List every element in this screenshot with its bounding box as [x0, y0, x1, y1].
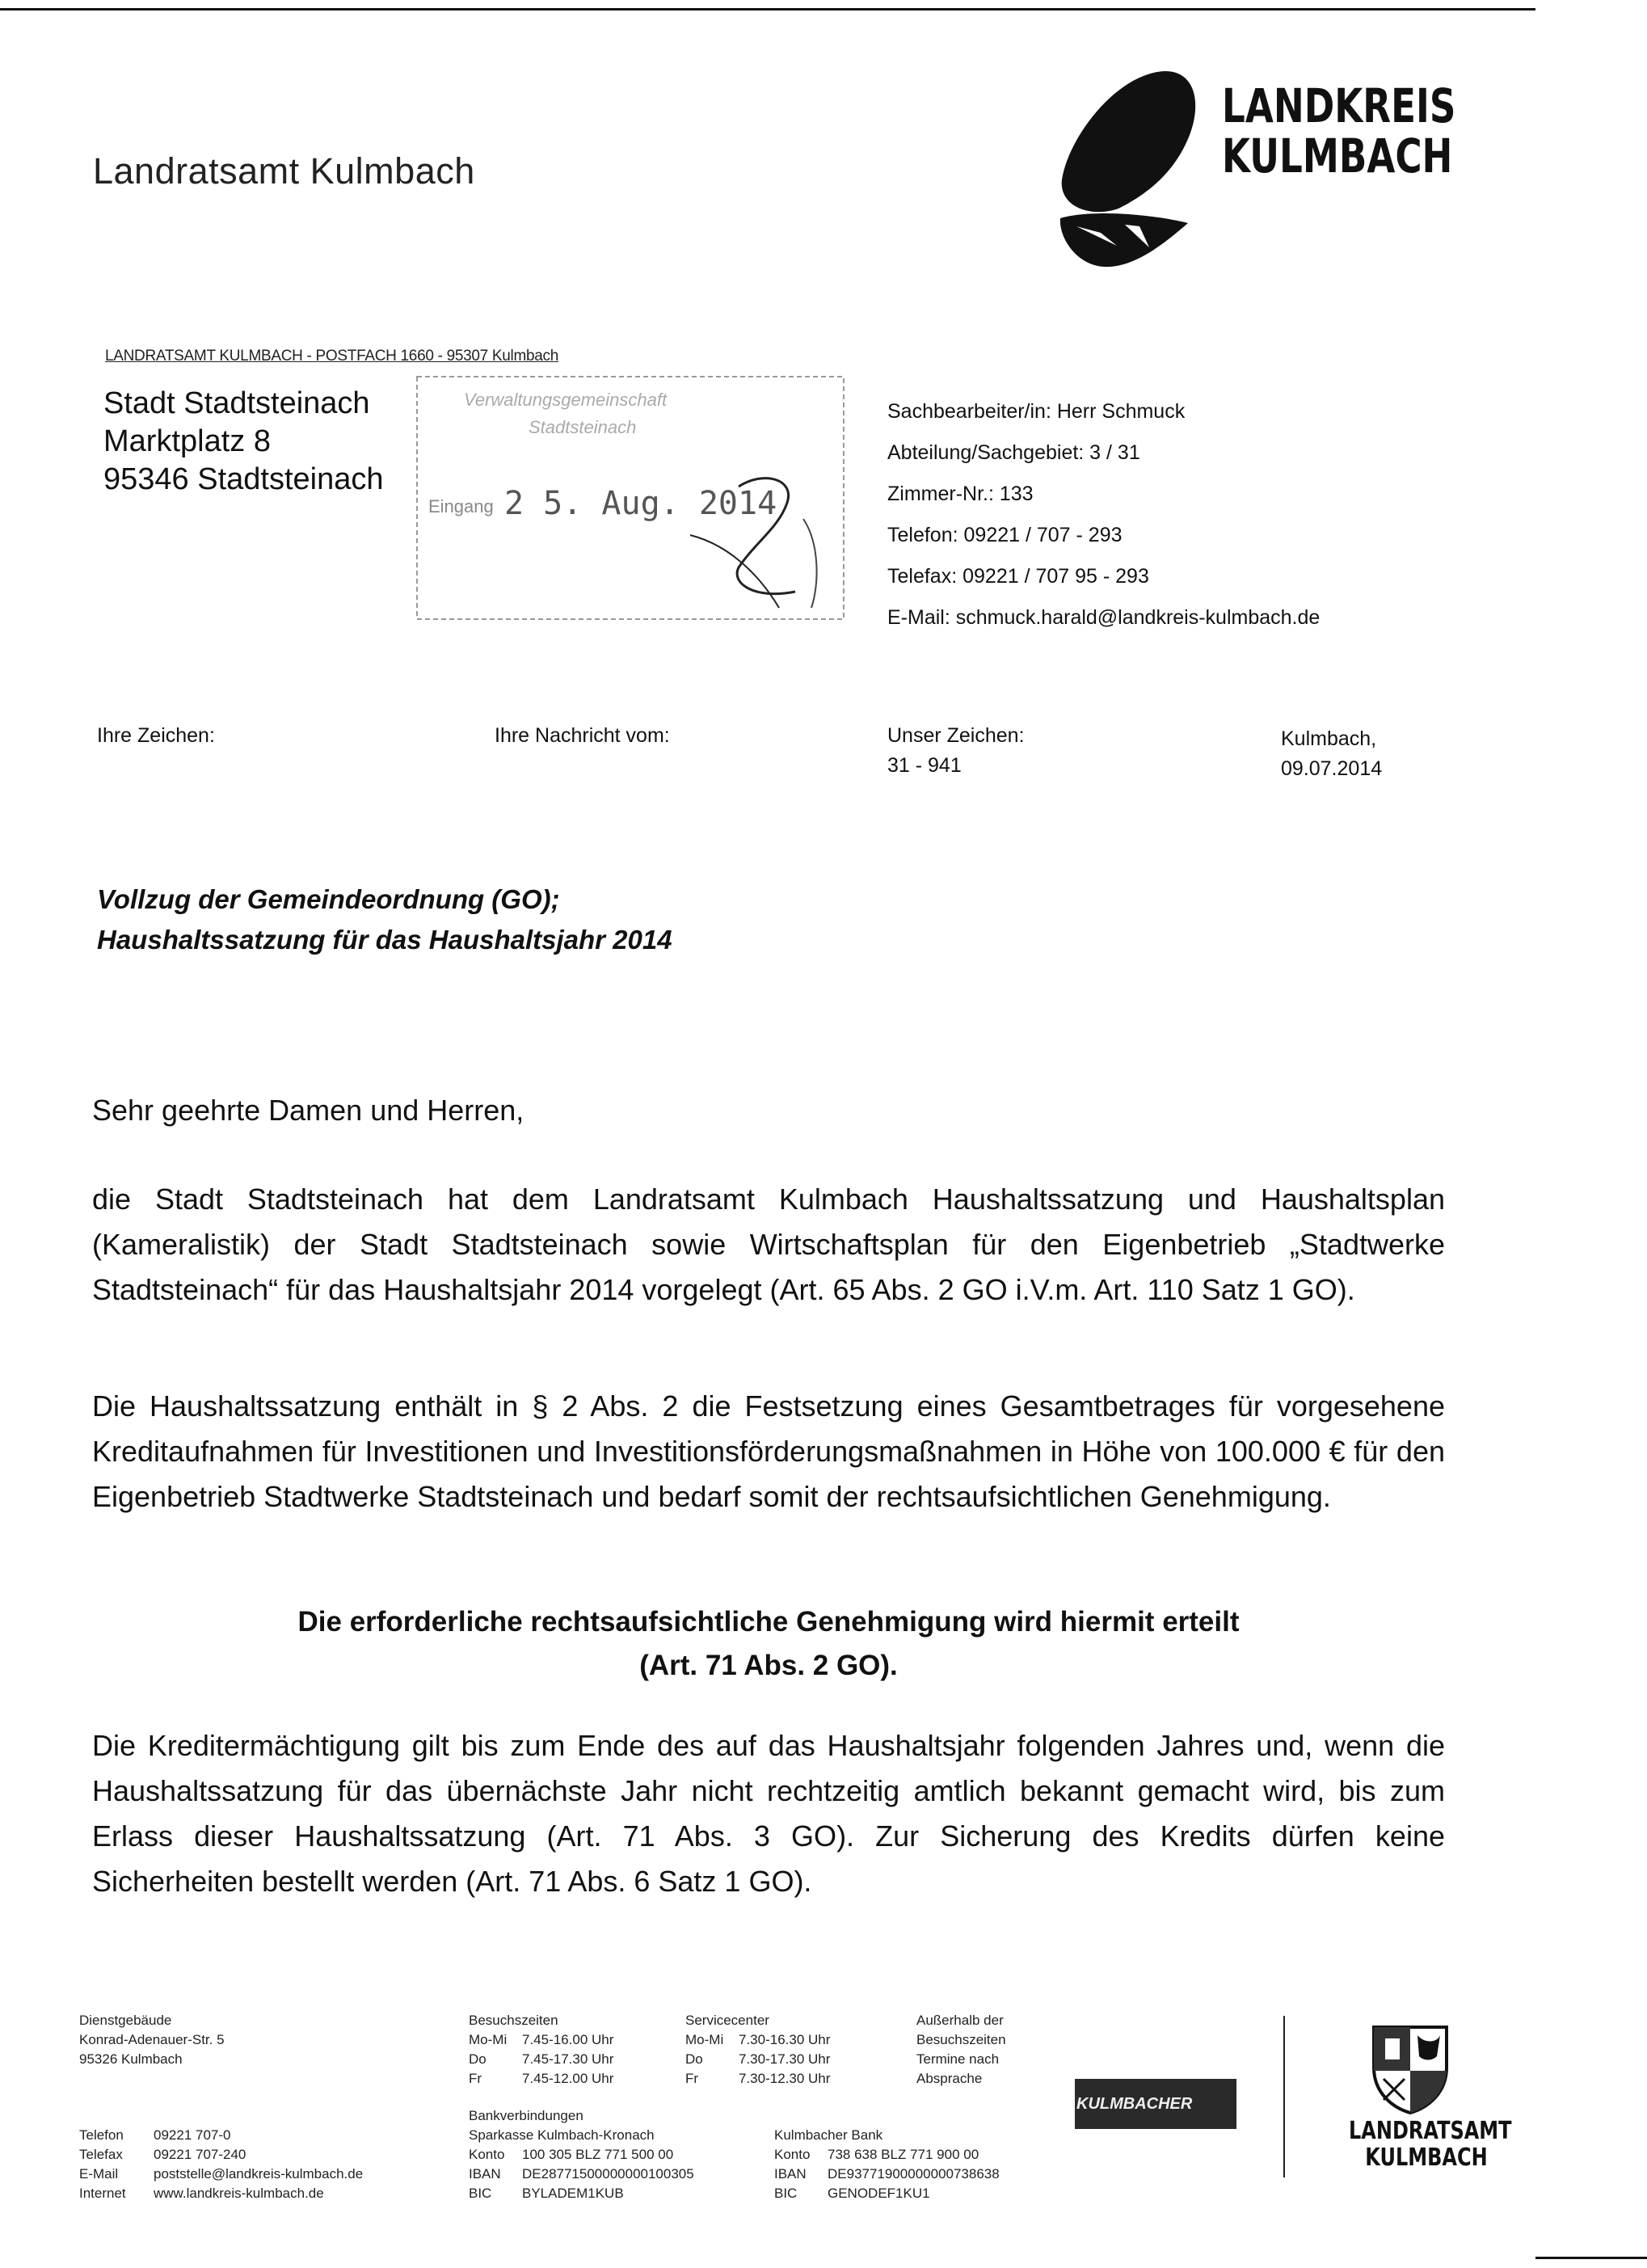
ref-place-date	[1281, 724, 1382, 784]
visiting-time: 7.45-16.00 Uhr	[522, 2032, 614, 2047]
contact-block	[887, 391, 1320, 639]
footer-service-label: Servicecenter	[685, 2013, 769, 2028]
footer-bank-label: Bankverbindungen	[469, 2108, 583, 2123]
contact-room: Zimmer-Nr.: 133	[887, 483, 1034, 505]
recipient-line: 95346 Stadtsteinach	[103, 462, 384, 496]
bank-field-label: IBAN	[469, 2166, 501, 2182]
footer-contact	[79, 2126, 363, 2203]
visiting-time: 7.45-17.30 Uhr	[522, 2051, 614, 2067]
bank-iban: DE28771500000000100305	[522, 2166, 694, 2182]
footer-contact-label: E-Mail	[79, 2166, 119, 2182]
bank-bic: BYLADEM1KUB	[522, 2186, 624, 2201]
landkreis-logo-text	[1222, 78, 1456, 183]
stamp-authority-sub: Stadtsteinach	[529, 417, 637, 437]
bank-field-label: Konto	[469, 2147, 505, 2162]
ref-our-sign-label: Unser Zeichen:	[887, 724, 1025, 747]
footer-contact-label: Telefax	[79, 2147, 123, 2162]
service-time: 7.30-17.30 Uhr	[739, 2051, 831, 2067]
coat-of-arms-icon	[1367, 2019, 1453, 2116]
bank-account: 738 638 BLZ 771 900 00	[828, 2147, 979, 2162]
bank-name: Kulmbacher Bank	[774, 2127, 883, 2143]
footer-service-center	[685, 2011, 830, 2089]
recipient-line: Stadt Stadtsteinach	[103, 386, 370, 420]
outside-line: Besuchszeiten	[916, 2032, 1006, 2047]
footer-bank-kulmbacher	[774, 2126, 1000, 2203]
seal-line-1: LANDRATSAMT	[1349, 2117, 1512, 2145]
ref-your-sign-label: Ihre Zeichen:	[97, 724, 215, 747]
service-day: Mo-Mi	[685, 2032, 724, 2047]
footer-outside-hours	[916, 2011, 1006, 2089]
footer-phone: 09221 707-0	[154, 2127, 231, 2143]
footer-bank-sparkasse	[469, 2126, 694, 2203]
visiting-day: Mo-Mi	[469, 2032, 508, 2047]
stamp-date: 2 5. Aug. 2014	[504, 485, 777, 522]
bank-bic: GENODEF1KU1	[828, 2186, 930, 2201]
footer-building-city: 95326 Kulmbach	[79, 2051, 183, 2067]
bank-field-label: BIC	[774, 2186, 798, 2201]
recipient-address	[103, 385, 384, 499]
outside-line: Absprache	[916, 2071, 983, 2086]
contact-department: Abteilung/Sachgebiet: 3 / 31	[887, 441, 1140, 464]
visiting-day: Do	[469, 2051, 487, 2067]
service-time: 7.30-16.30 Uhr	[739, 2032, 831, 2047]
visiting-day: Fr	[469, 2071, 482, 2086]
ref-our-sign-value: 31 - 941	[887, 754, 962, 777]
service-day: Do	[685, 2051, 703, 2067]
footer-divider	[1283, 2016, 1285, 2177]
subject-line: Haushaltssatzung für das Haushaltsjahr 2014	[97, 925, 672, 955]
visiting-time: 7.45-12.00 Uhr	[522, 2071, 614, 2086]
approval-line: Die erforderliche rechtsaufsichtliche Genehmigung wird hiermit erteilt	[297, 1606, 1240, 1638]
recipient-line: Marktplatz 8	[103, 424, 271, 458]
logo-line-2: KULMBACH	[1222, 129, 1453, 183]
paragraph-submission: die Stadt Stadtsteinach hat dem Landratsamt Kulmbach Haushaltssatzung und Haushaltsplan (Kameralistik) der Stadt Stadtsteinach sowie Wirtschaftsplan für den Eigenbetrieb „Stadtwerke Stadtsteinach“ für das Haushaltsjahr 2014 vorgelegt (Art. 65 Abs. 2 GO i.V.m. Art. 110 Satz 1 GO).	[92, 1182, 1445, 1306]
footer-contact-label: Telefon	[79, 2127, 124, 2143]
sender-line: LANDRATSAMT KULMBACH - POSTFACH 1660 - 95307 Kulmbach	[105, 348, 558, 365]
footer-visiting-label: Besuchszeiten	[469, 2013, 558, 2028]
footer-building	[79, 2011, 225, 2069]
footer-fax: 09221 707-240	[154, 2147, 246, 2162]
subject-line: Vollzug der Gemeindeordnung (GO);	[97, 884, 560, 914]
bank-field-label: Konto	[774, 2147, 811, 2162]
office-name: Landratsamt Kulmbach	[93, 150, 475, 192]
contact-fax: Telefax: 09221 / 707 95 - 293	[887, 565, 1149, 588]
top-rule	[0, 8, 1535, 11]
stamp-authority: Verwaltungsgemeinschaft	[464, 390, 668, 410]
bank-field-label: BIC	[469, 2186, 492, 2201]
stamp-received-label: Eingang	[428, 496, 494, 516]
bank-field-label: IBAN	[774, 2166, 807, 2182]
footer-email: poststelle@landkreis-kulmbach.de	[154, 2166, 364, 2182]
approval-statement	[92, 1600, 1445, 1688]
footer-contact-label: Internet	[79, 2186, 126, 2201]
bank-iban: DE93771900000000738638	[828, 2166, 1000, 2182]
footer-visiting-hours	[469, 2011, 613, 2089]
salutation: Sehr geehrte Damen und Herren,	[92, 1094, 524, 1127]
seal-line-2: KULMBACH	[1365, 2144, 1488, 2172]
ref-your-message-label: Ihre Nachricht vom:	[495, 724, 670, 747]
landratsamt-seal-text	[1349, 2117, 1512, 2172]
corner-rule	[1535, 2257, 1647, 2259]
paragraph-credit-amount: Die Haushaltssatzung enthält in § 2 Abs. 2 die Festsetzung eines Gesamtbetrages für vorgesehene Kreditaufnahmen für Investitionen und Investitionsförderungsmaßnahmen in Höhe von 100.000 € für den Eigenbetrieb Stadtwerke Stadtsteinach und bedarf somit der rechtsaufsichtlichen Genehmigung.	[92, 1389, 1445, 1513]
outside-line: Termine nach	[916, 2051, 1000, 2067]
contact-clerk: Sachbearbeiter/in: Herr Schmuck	[887, 400, 1186, 423]
received-stamp	[415, 373, 847, 624]
footer-building-label: Dienstgebäude	[79, 2013, 172, 2028]
ref-place: Kulmbach,	[1281, 727, 1377, 750]
kulmbacher-badge-text: KULMBACHER	[1076, 2095, 1193, 2113]
approval-line: (Art. 71 Abs. 2 GO).	[639, 1650, 898, 1681]
service-day: Fr	[685, 2071, 699, 2086]
contact-phone: Telefon: 09221 / 707 - 293	[887, 524, 1123, 546]
landkreis-logo-icon	[1044, 65, 1214, 275]
logo-line-1: LANDKREIS	[1222, 78, 1456, 133]
ref-date: 09.07.2014	[1281, 757, 1383, 780]
footer-building-street: Konrad-Adenauer-Str. 5	[79, 2032, 225, 2047]
bank-name: Sparkasse Kulmbach-Kronach	[469, 2127, 655, 2143]
service-time: 7.30-12.30 Uhr	[739, 2071, 831, 2086]
footer-website: www.landkreis-kulmbach.de	[154, 2186, 324, 2201]
paragraph-credit-validity: Die Kreditermächtigung gilt bis zum Ende des auf das Haushaltsjahr folgenden Jahres und, wenn die Haushaltssatzung für das übernächste Jahr nicht rechtzeitig amtlich bekannt gemacht wird, bis zum Erlass dieser Haushaltssatzung (Art. 71 Abs. 3 GO). Zur Sicherung des Kredits dürfen keine Sicherheiten bestellt werden (Art. 71 Abs. 6 Satz 1 GO).	[92, 1729, 1445, 1898]
subject	[97, 879, 672, 960]
outside-line: Außerhalb der	[916, 2013, 1004, 2028]
contact-email: E-Mail: schmuck.harald@landkreis-kulmbach.de	[887, 606, 1321, 629]
ref-our-sign	[887, 721, 1025, 781]
bank-account: 100 305 BLZ 771 500 00	[522, 2147, 674, 2162]
